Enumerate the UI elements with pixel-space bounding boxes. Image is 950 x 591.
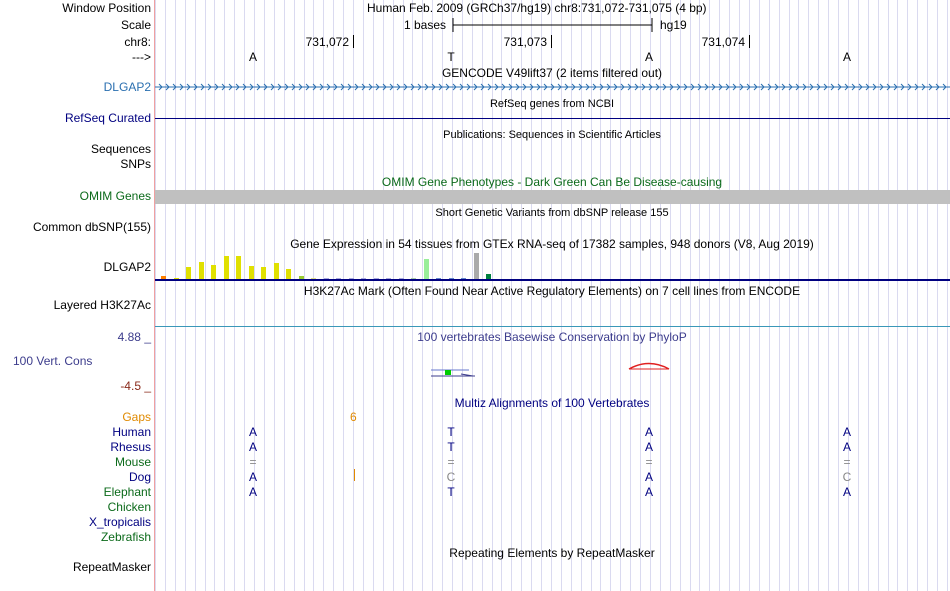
gtex-tissue-bar[interactable] (474, 253, 479, 279)
ruler-base: A (842, 50, 852, 64)
multiz-species-label[interactable]: Human (112, 425, 151, 439)
gencode-track-title: GENCODE V49lift37 (2 items filtered out) (441, 66, 663, 80)
chrom-label: chr8: (124, 35, 151, 49)
refseq-gene-line[interactable] (155, 118, 950, 119)
ruler-base: T (447, 50, 455, 64)
multiz-base: A (644, 440, 654, 454)
scale-bar-text: 1 bases (404, 18, 447, 32)
track-image-area[interactable] (155, 0, 950, 591)
multiz-base: = (447, 455, 455, 469)
repeatmasker-track-label[interactable]: RepeatMasker (72, 560, 151, 574)
gtex-tissue-bar[interactable] (286, 269, 291, 279)
gencode-gene-model[interactable] (155, 81, 950, 93)
gaps-label: Gaps (122, 410, 151, 424)
multiz-base: T (447, 425, 455, 439)
multiz-base: A (644, 425, 654, 439)
multiz-base: C (842, 470, 852, 484)
gtex-expression-bars[interactable] (155, 251, 950, 279)
phylop-signal-right[interactable] (625, 358, 675, 374)
assembly-position-text: Human Feb. 2009 (GRCh37/hg19) chr8:731,072-731,075 (4 bp) (367, 1, 707, 15)
gtex-tissue-bar[interactable] (224, 256, 229, 279)
multiz-species-label[interactable]: Rhesus (110, 440, 151, 454)
multiz-species-label[interactable]: Dog (128, 470, 151, 484)
gtex-tissue-bar[interactable] (274, 263, 279, 279)
scale-db-text: hg19 (660, 18, 687, 32)
multiz-track-title: Multiz Alignments of 100 Vertebrates (454, 396, 650, 410)
multiz-base: A (842, 485, 852, 499)
h3k27ac-track-label[interactable]: Layered H3K27Ac (53, 298, 151, 312)
ruler-tick (749, 35, 750, 48)
gtex-tissue-bar[interactable] (424, 259, 429, 279)
omim-track-label[interactable]: OMIM Genes (79, 189, 151, 203)
ruler-position-label: 731,072 (305, 35, 349, 49)
phylop-track-label[interactable]: 100 Vert. Cons (13, 354, 93, 368)
multiz-base: A (248, 470, 258, 484)
multiz-base: A (248, 440, 258, 454)
h3k27ac-track-title: H3K27Ac Mark (Often Found Near Active Regulatory Elements) on 7 cell lines from ENCODE (303, 284, 801, 298)
multiz-base: A (644, 470, 654, 484)
multiz-base: T (447, 485, 455, 499)
omim-gene-bar[interactable] (155, 190, 950, 204)
publications-sequences-label[interactable]: Sequences (90, 142, 151, 156)
multiz-base: A (644, 485, 654, 499)
multiz-species-label[interactable]: Chicken (107, 500, 151, 514)
multiz-base: A (842, 425, 852, 439)
strand-label[interactable]: ---> (132, 50, 151, 64)
phylop-min-label: -4.5 _ (120, 379, 151, 393)
publications-track-title: Publications: Sequences in Scientific Articles (443, 129, 661, 141)
multiz-species-label[interactable]: Elephant (103, 485, 151, 499)
ruler-tick (353, 35, 354, 48)
gtex-baseline (155, 279, 950, 281)
gtex-tissue-bar[interactable] (186, 267, 191, 279)
refseq-track-label[interactable]: RefSeq Curated (64, 111, 151, 125)
gencode-track-label[interactable]: DLGAP2 (103, 80, 151, 94)
multiz-species-label[interactable]: X_tropicalis (88, 515, 151, 529)
gap-count: 6 (350, 410, 357, 424)
multiz-base: C (446, 470, 456, 484)
multiz-base: A (842, 440, 852, 454)
gtex-track-title: Gene Expression in 54 tissues from GTEx RNA-seq of 17382 samples, 948 donors (V8, Aug 2019) (290, 237, 814, 251)
dbsnp-track-title: Short Genetic Variants from dbSNP release 155 (435, 207, 669, 219)
phylop-track-title: 100 vertebrates Basewise Conservation by PhyloP (417, 330, 687, 344)
gtex-tissue-bar[interactable] (249, 266, 254, 279)
omim-track-title: OMIM Gene Phenotypes - Dark Green Can Be Disease-causing (381, 175, 723, 189)
refseq-track-title: RefSeq genes from NCBI (489, 98, 615, 110)
publications-snps-label[interactable]: SNPs (120, 157, 151, 171)
phylop-max-label: 4.88 _ (117, 330, 151, 344)
multiz-species-label[interactable]: Mouse (114, 455, 151, 469)
multiz-species-label[interactable]: Zebrafish (100, 530, 151, 544)
gtex-tissue-bar[interactable] (199, 262, 204, 279)
repeatmasker-track-title: Repeating Elements by RepeatMasker (449, 546, 655, 560)
dbsnp-track-label[interactable]: Common dbSNP(155) (32, 220, 151, 234)
gtex-tissue-bar[interactable] (236, 256, 241, 279)
track-label-column (0, 0, 155, 591)
window-position-label: Window Position (62, 1, 151, 15)
multiz-base: A (248, 485, 258, 499)
ruler-base: A (248, 50, 258, 64)
ruler-base: A (644, 50, 654, 64)
scale-bar (452, 17, 654, 33)
multiz-base: A (248, 425, 258, 439)
multiz-base: = (843, 455, 851, 469)
phylop-signal-left[interactable] (425, 360, 505, 382)
h3k27ac-baseline (155, 326, 950, 327)
multiz-base: = (249, 455, 257, 469)
dog-gap-marker (354, 469, 355, 481)
ruler-position-label: 731,074 (701, 35, 745, 49)
gtex-tissue-bar[interactable] (261, 267, 266, 279)
ruler-position-label: 731,073 (503, 35, 547, 49)
scale-label: Scale (120, 18, 151, 32)
gtex-tissue-bar[interactable] (211, 265, 216, 279)
multiz-base: = (645, 455, 653, 469)
ruler-tick (551, 35, 552, 48)
multiz-base: T (447, 440, 455, 454)
gtex-track-label[interactable]: DLGAP2 (103, 260, 151, 274)
